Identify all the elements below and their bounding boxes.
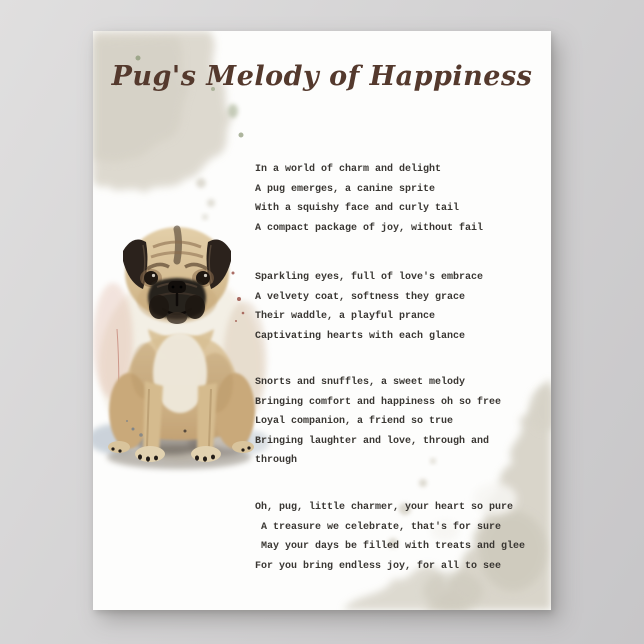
poem-line: Oh, pug, little charmer, your heart so pure <box>255 502 514 513</box>
poem-line: With a squishy face and curly tail <box>255 203 460 214</box>
poem-stanza-1 <box>255 160 535 238</box>
poem-line: Loyal companion, a friend so true <box>255 416 454 427</box>
poster <box>93 31 551 610</box>
poem-line: Sparkling eyes, full of love's embrace <box>255 272 484 283</box>
poem-line: A velvety coat, softness they grace <box>255 291 466 303</box>
poem-line: A compact package of joy, without fail <box>255 222 484 234</box>
poem-line: In a world of charm and delight <box>255 164 442 175</box>
poem-line: A pug emerges, a canine sprite <box>255 183 436 195</box>
poem-line: May your days be filled with treats and glee <box>255 541 526 552</box>
poem-line: Bringing comfort and happiness oh so free <box>255 396 502 408</box>
poem-line: through <box>255 455 298 466</box>
poem-line: For you bring endless joy, for all to see <box>255 560 502 572</box>
poem-line: A treasure we celebrate, that's for sure <box>255 521 502 533</box>
poem-line: Their waddle, a playful prance <box>255 311 436 322</box>
poster-title: Pug's Melody of Happiness <box>111 61 533 92</box>
poem-stanza-3 <box>255 373 535 471</box>
poem-line: Bringing laughter and love, through and <box>255 435 490 447</box>
poem-line: Captivating hearts with each glance <box>255 330 466 342</box>
poem <box>93 31 551 610</box>
poem-stanza-2 <box>255 268 535 346</box>
poem-stanza-4 <box>255 498 535 576</box>
poem-line: Snorts and snuffles, a sweet melody <box>255 377 466 388</box>
